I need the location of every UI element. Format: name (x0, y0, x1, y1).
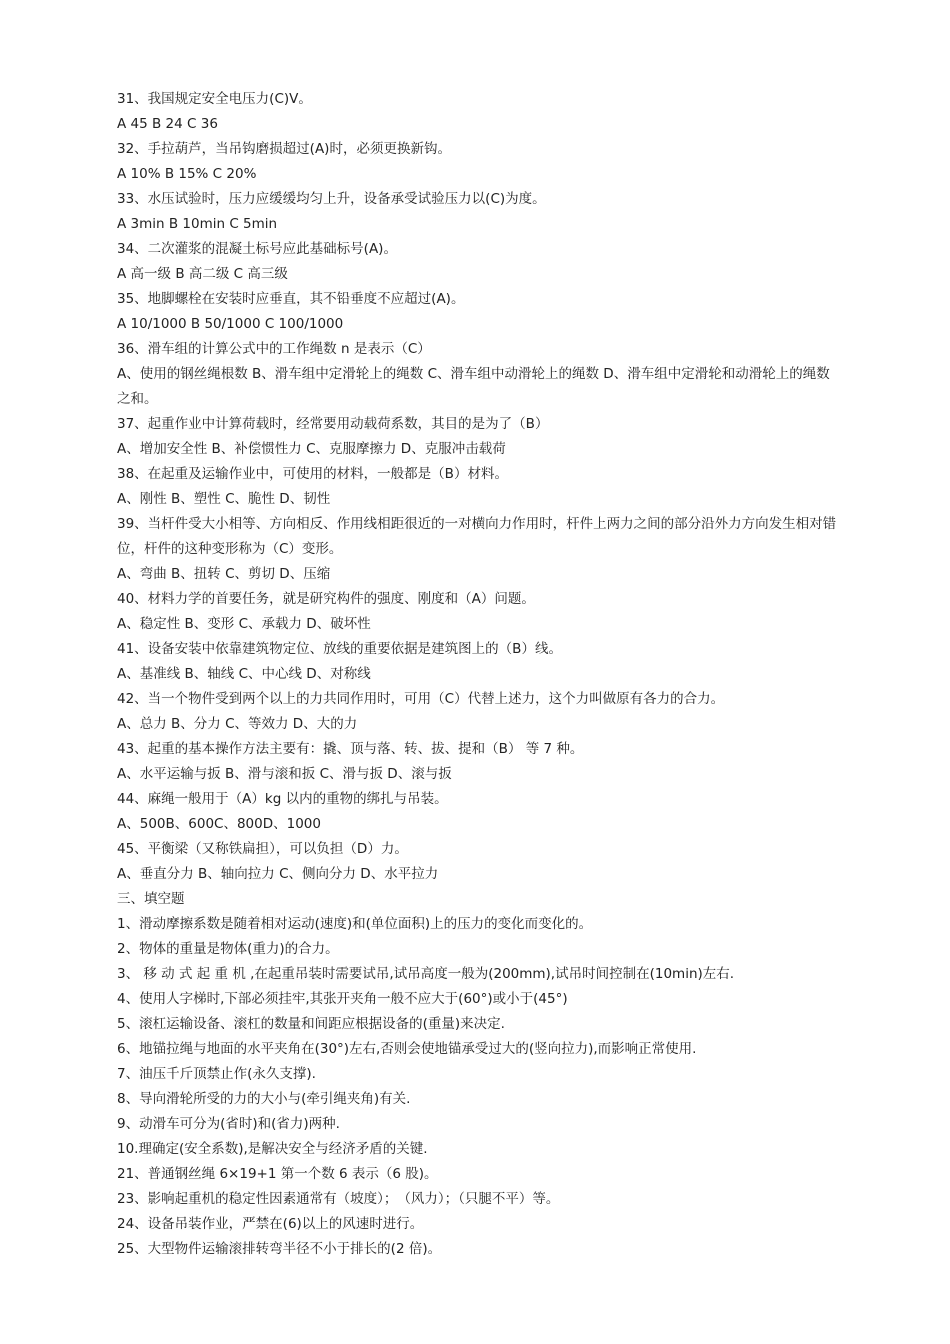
options-42: A、总力 B、分力 C、等效力 D、大的力 (117, 716, 358, 732)
question-33: 33、水压试验时，压力应缓缓均匀上升，设备承受试验压力以(C)为度。 (117, 191, 546, 207)
options-37: A、增加安全性 B、补偿惯性力 C、克服摩擦力 D、克服冲击载荷 (117, 441, 506, 457)
options-38: A、刚性 B、塑性 C、脆性 D、韧性 (117, 491, 331, 507)
fill-item-8: 8、导向滑轮所受的力的大小与(牵引绳夹角)有关. (117, 1091, 411, 1107)
options-32: A 10% B 15% C 20% (117, 166, 257, 182)
options-41: A、基准线 B、轴线 C、中心线 D、对称线 (117, 666, 371, 682)
options-36: A、使用的钢丝绳根数 B、滑车组中定滑轮上的绳数 C、滑车组中动滑轮上的绳数 D、滑车组中定滑轮和动滑轮上的绳数之和。 (117, 366, 830, 407)
question-32: 32、手拉葫芦，当吊钩磨损超过(A)时，必须更换新钩。 (117, 141, 451, 157)
options-31: A 45 B 24 C 36 (117, 116, 218, 132)
question-31: 31、我国规定安全电压力(C)V。 (117, 91, 312, 107)
question-41: 41、设备安装中依靠建筑物定位、放线的重要依据是建筑图上的（B）线。 (117, 641, 562, 657)
options-44: A、500B、600C、800D、1000 (117, 816, 321, 832)
document-page (117, 87, 842, 1262)
options-39: A、弯曲 B、扭转 C、剪切 D、压缩 (117, 566, 331, 582)
question-43: 43、起重的基本操作方法主要有：撬、顶与落、转、拔、提和（B） 等 7 种。 (117, 741, 584, 757)
fill-item-7: 7、油压千斤顶禁止作(永久支撑). (117, 1066, 316, 1082)
fill-item-25: 25、大型物件运输滚排转弯半径不小于排长的(2 倍)。 (117, 1241, 442, 1257)
fill-item-4: 4、使用人字梯时,下部必须挂牢,其张开夹角一般不应大于(60°)或小于(45°) (117, 991, 568, 1007)
fill-item-24: 24、设备吊装作业，严禁在(6)以上的风速时进行。 (117, 1216, 424, 1232)
fill-item-10: 10.理确定(安全系数),是解决安全与经济矛盾的关键. (117, 1141, 428, 1157)
fill-item-5: 5、滚杠运输设备、滚杠的数量和间距应根据设备的(重量)来决定. (117, 1016, 505, 1032)
question-37: 37、起重作业中计算荷载时，经常要用动载荷系数，其目的是为了（B） (117, 416, 549, 432)
options-43: A、水平运输与扳 B、滑与滚和扳 C、滑与扳 D、滚与扳 (117, 766, 452, 782)
options-45: A、垂直分力 B、轴向拉力 C、侧向分力 D、水平拉力 (117, 866, 439, 882)
options-34: A 高一级 B 高二级 C 高三级 (117, 266, 288, 282)
fill-item-2: 2、物体的重量是物体(重力)的合力。 (117, 941, 339, 957)
options-35: A 10/1000 B 50/1000 C 100/1000 (117, 316, 344, 332)
fill-item-9: 9、动滑车可分为(省时)和(省力)两种. (117, 1116, 340, 1132)
section-heading-fill-in: 三、填空题 (117, 891, 185, 907)
question-44: 44、麻绳一般用于（A）kg 以内的重物的绑扎与吊装。 (117, 791, 448, 807)
question-40: 40、材料力学的首要任务，就是研究构件的强度、刚度和（A）问题。 (117, 591, 535, 607)
options-33: A 3min B 10min C 5min (117, 216, 278, 232)
question-45: 45、平衡梁（又称铁扁担），可以负担（D）力。 (117, 841, 408, 857)
fill-item-1: 1、滑动摩擦系数是随着相对运动(速度)和(单位面积)上的压力的变化而变化的。 (117, 916, 593, 932)
question-38: 38、在起重及运输作业中，可使用的材料，一般都是（B）材料。 (117, 466, 508, 482)
question-36: 36、滑车组的计算公式中的工作绳数 n 是表示（C） (117, 341, 431, 357)
question-42: 42、当一个物件受到两个以上的力共同作用时，可用（C）代替上述力，这个力叫做原有各力的合力。 (117, 691, 725, 707)
question-35: 35、地脚螺栓在安装时应垂直，其不铅垂度不应超过(A)。 (117, 291, 465, 307)
fill-item-3: 3、 移 动 式 起 重 机 ,在起重吊装时需要试吊,试吊高度一般为(200mm),试吊时间控制在(10min)左右. (117, 966, 735, 982)
options-40: A、稳定性 B、变形 C、承载力 D、破坏性 (117, 616, 371, 632)
question-39: 39、当杆件受大小相等、方向相反、作用线相距很近的一对横向力作用时，杆件上两力之间的部分沿外力方向发生相对错位，杆件的这种变形称为（C）变形。 (117, 516, 837, 557)
fill-item-21: 21、普通钢丝绳 6×19+1 第一个数 6 表示（6 股)。 (117, 1166, 438, 1182)
fill-item-6: 6、地锚拉绳与地面的水平夹角在(30°)左右,否则会使地锚承受过大的(竖向拉力),而影响正常使用. (117, 1041, 697, 1057)
question-34: 34、二次灌浆的混凝土标号应此基础标号(A)。 (117, 241, 397, 257)
fill-item-23: 23、影响起重机的稳定性因素通常有（坡度）； （风力）；（只腿不平）等。 (117, 1191, 560, 1207)
